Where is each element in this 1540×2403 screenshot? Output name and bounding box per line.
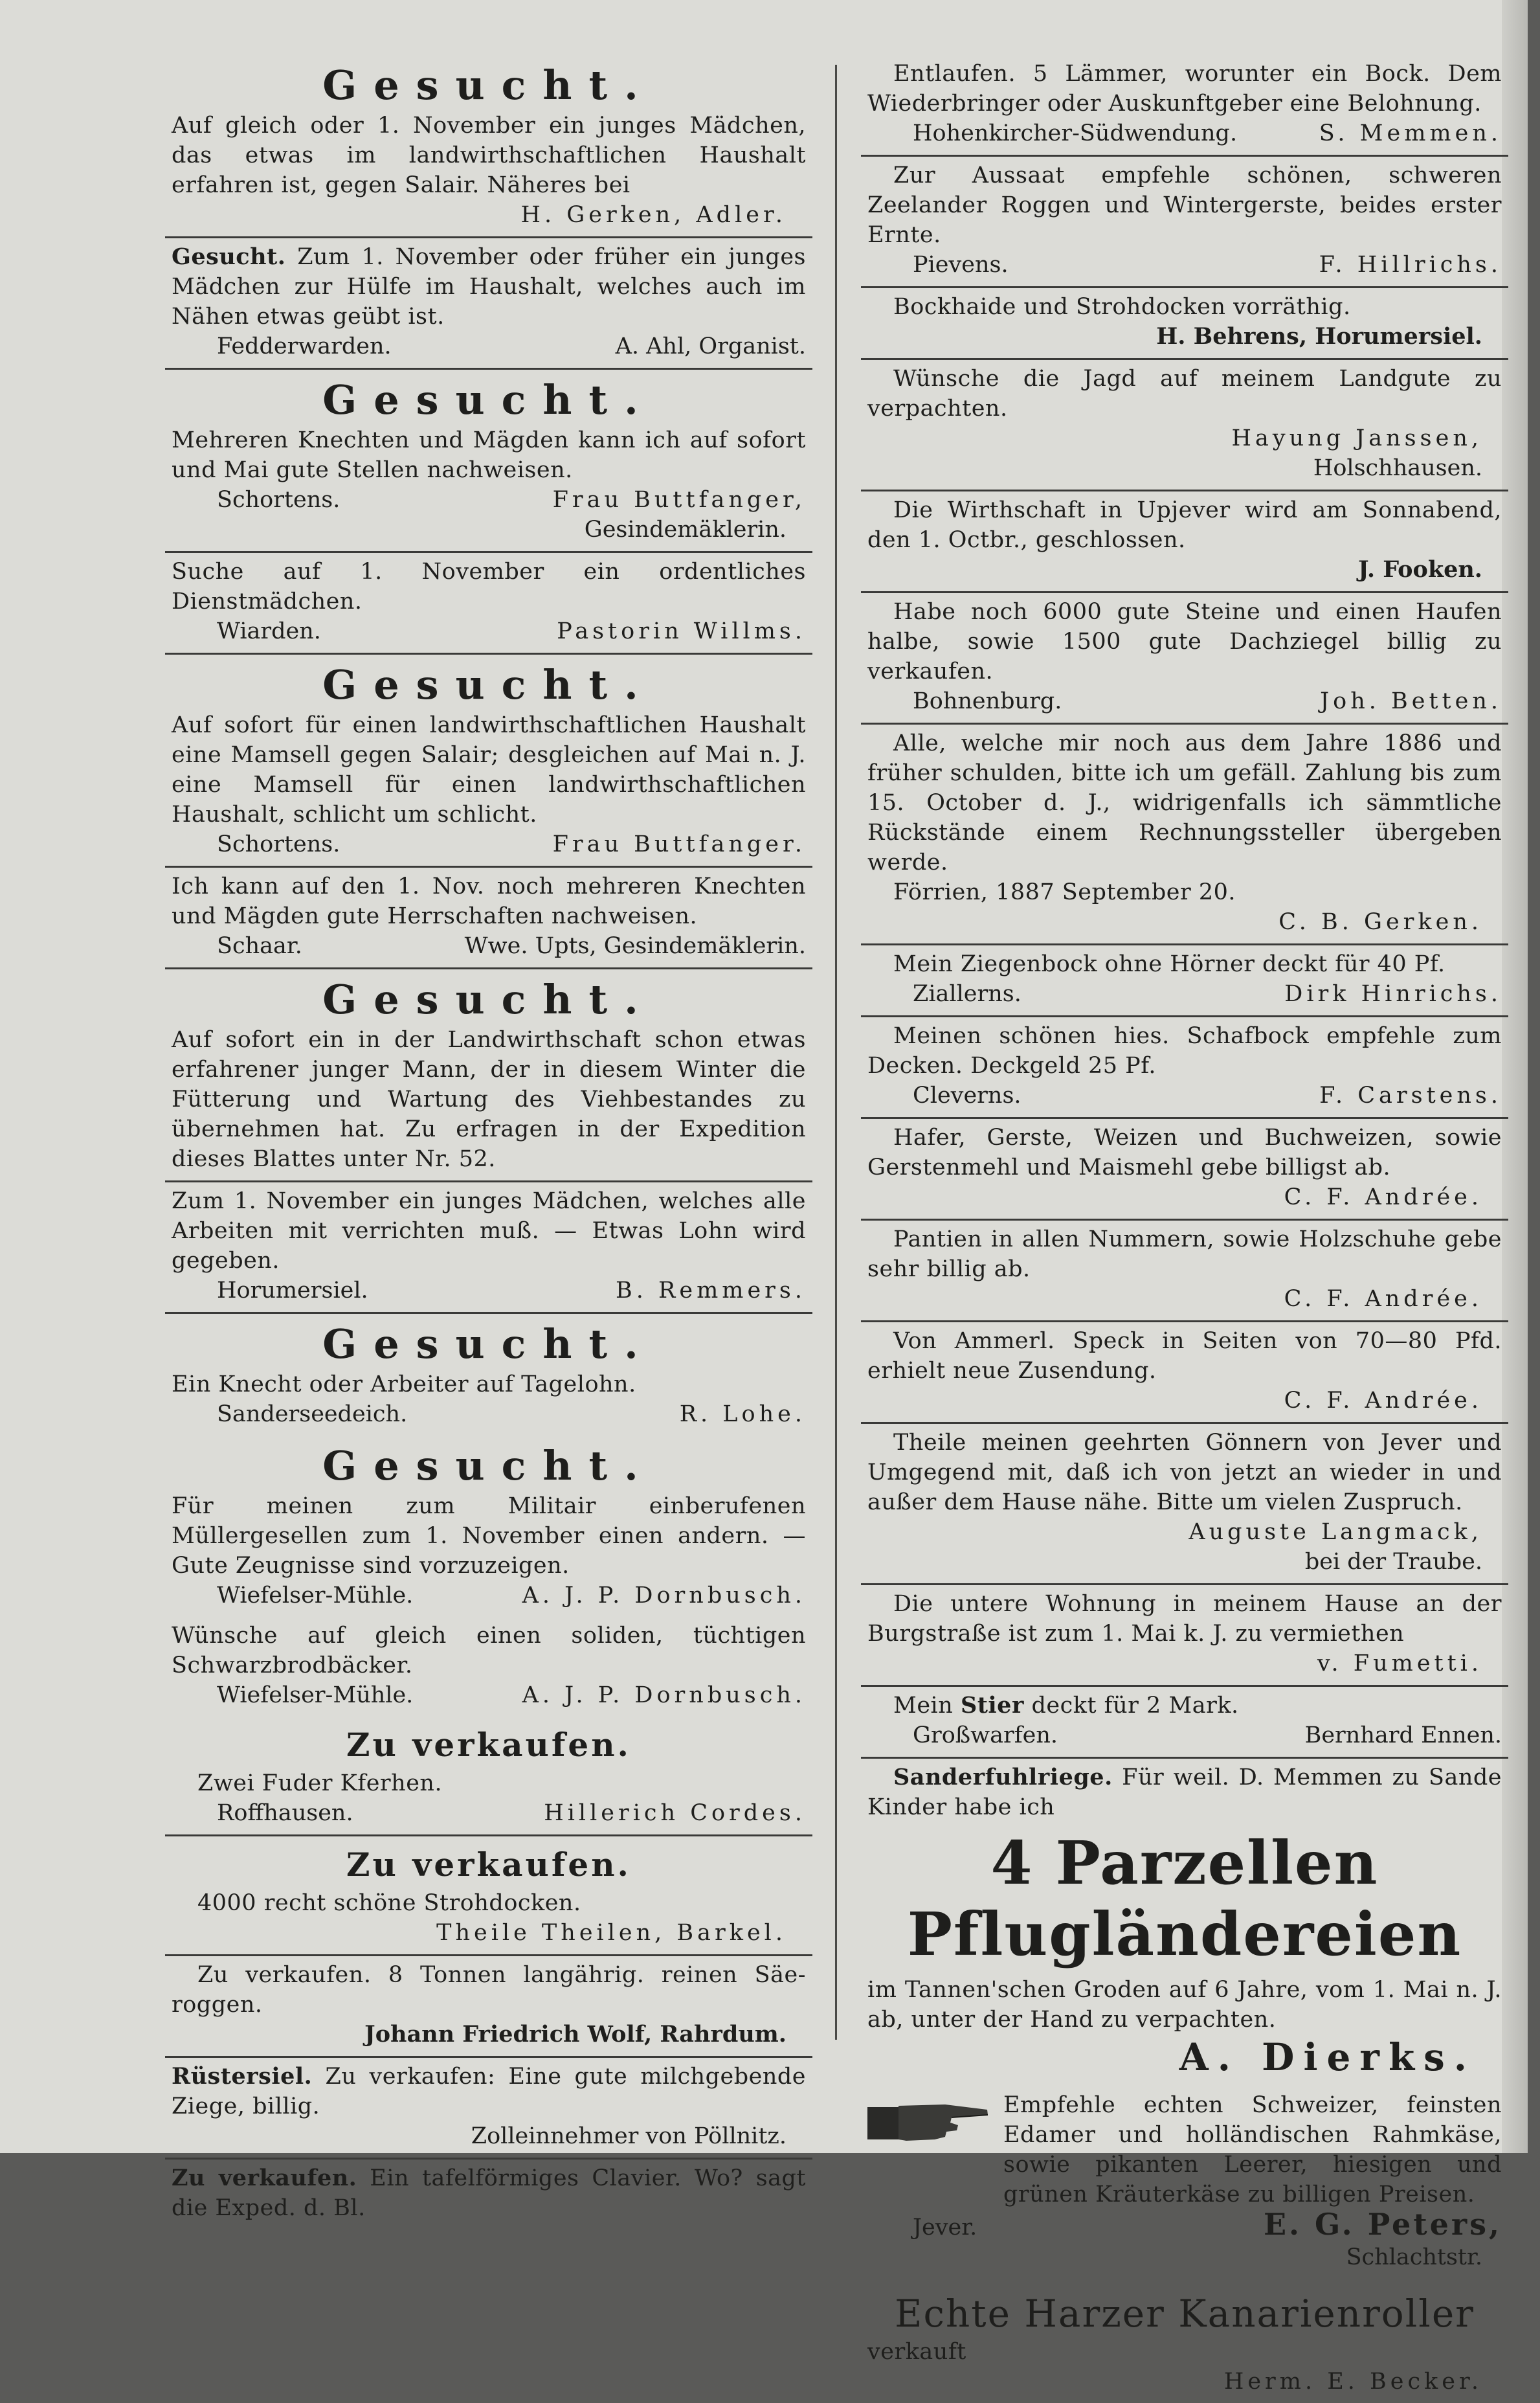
ad-signature-line2: Gesindemäklerin. [584, 517, 787, 543]
ad-buttfanger-1 [165, 370, 812, 553]
ad-text: Zur Aussaat empfehle schönen, schweren Zeelander Roggen und Wintergerste, beides erster Ernte. [867, 163, 1502, 248]
ad-text: Zu verkaufen: Eine gute milchgebende Ziege, billig. [172, 2064, 806, 2119]
pointing-hand-icon [867, 2093, 990, 2151]
ad-heading: Zu verkaufen. [346, 1845, 631, 1884]
ad-text: Theile meinen geehrten Gönnern von Jever und Umgegend mit, daß ich von jetzt an wieder in und außer dem Hause nähe. Bitte um vielen Zuspruch. [867, 1430, 1502, 1515]
ad-text-bold: Stier [960, 1692, 1024, 1719]
ad-location: Horumersiel. [217, 1278, 368, 1303]
ad-langmack [861, 1424, 1508, 1585]
ad-andree-2 [861, 1221, 1508, 1322]
ad-signature: B. Remmers. [616, 1278, 806, 1303]
ad-signature: Theile Theilen, Barkel. [436, 1920, 787, 1946]
ad-text: Auf sofort ein in der Landwirthschaft schon etwas erfahrener junger Mann, der in diesem Winter die Fütterung und Wartung des Viehbestandes zu übernehmen hat. Zu erfragen in der Expedition dieses Blattes unter Nr. 52. [172, 1027, 806, 1172]
ad-signature: E. G. Peters, [1263, 2207, 1502, 2242]
ad-text: Zu verkaufen. 8 Tonnen langährig. reinen Säe-roggen. [172, 1962, 806, 2018]
ad-ahl [165, 238, 812, 370]
ad-heading: Gesucht. [322, 1320, 655, 1368]
ad-gerken [165, 55, 812, 238]
ad-text: Zum 1. November ein junges Mädchen, welches alle Arbeiten mit verrichten muß. — Etwas Lohn wird gegeben. [172, 1188, 806, 1274]
ad-signature: A. Dierks. [1179, 2035, 1476, 2079]
ad-text: Für weil. D. Memmen zu Sande Kinder habe ich [867, 1765, 1502, 1820]
ad-memmen [861, 55, 1508, 157]
ad-location: Ziallerns. [913, 981, 1021, 1007]
ad-text: deckt für 2 Mark. [1031, 1693, 1239, 1719]
ad-hillrichs [861, 157, 1508, 288]
ad-signature: Frau Buttfanger. [552, 831, 806, 857]
ad-signature: Wwe. Upts, Gesindemäklerin. [464, 933, 806, 959]
ad-text: Mein Ziegenbock ohne Hörner deckt für 40 Pf. [893, 951, 1445, 977]
ad-cordes [165, 1717, 812, 1836]
ad-headline: 4 Parzellen Pflugländereien [907, 1828, 1462, 1969]
ad-fooken [861, 491, 1508, 593]
ad-text: Wünsche die Jagd auf meinem Landgute zu verpachten. [867, 366, 1502, 422]
ad-signature: Auguste Langmack, [1188, 1519, 1482, 1545]
ad-text: Bockhaide und Strohdocken vorräthig. [893, 294, 1351, 320]
ad-signature: Pastorin Willms. [557, 618, 806, 644]
left-column [165, 55, 812, 2229]
ad-becker [861, 2279, 1508, 2403]
ad-carstens [861, 1017, 1508, 1119]
ad-signature-line2: Schlachtstr. [1346, 2244, 1482, 2270]
ad-signature: Hayung Janssen, [1231, 425, 1482, 451]
ad-signature: F. Carstens. [1319, 1083, 1502, 1109]
ad-text: Wünsche auf gleich einen soliden, tüchtigen Schwarzbrodbäcker. [172, 1623, 806, 1678]
ad-buttfanger-2 [165, 655, 812, 868]
ad-text: Entlaufen. 5 Lämmer, worunter ein Bock. Dem Wiederbringer oder Auskunftgeber eine Belohnung. [867, 61, 1502, 117]
ad-ennen [861, 1687, 1508, 1759]
ad-signature: J. Fooken. [1358, 556, 1482, 583]
ad-text: Zwei Fuder Kferhen. [197, 1770, 443, 1796]
ad-signature: Herm. E. Becker. [1223, 2369, 1482, 2395]
ad-text: Empfehle echten Schweizer, feinsten Edamer und holländischen Rahmkäse, sowie pikanten Leerer, hiesigen und grünen Kräuterkäse zu billigen Preisen. [1003, 2092, 1502, 2207]
ad-heading: Gesucht. [322, 376, 655, 423]
ad-text: Habe noch 6000 gute Steine und einen Haufen halbe, sowie 1500 gute Dachziegel billig zu verkaufen. [867, 599, 1502, 684]
ad-text: Ein Knecht oder Arbeiter auf Tagelohn. [172, 1371, 636, 1397]
ad-signature: A. Ahl, Organist. [615, 333, 806, 359]
ad-text: Die untere Wohnung in meinem Hause an der Burgstraße ist zum 1. Mai k. J. zu vermiethen [867, 1591, 1502, 1647]
ad-heading: Gesucht. [322, 62, 655, 109]
ad-text: Mehreren Knechten und Mägden kann ich auf sofort und Mai gute Stellen nachweisen. [172, 427, 806, 483]
ad-location: Sanderseedeich. [217, 1401, 408, 1427]
ad-signature: Joh. Betten. [1320, 688, 1502, 714]
ad-location: Wiarden. [217, 618, 321, 644]
ad-text: Meinen schönen hies. Schafbock empfehle zum Decken. Deckgeld 25 Pf. [867, 1023, 1502, 1079]
ad-janssen [861, 360, 1508, 491]
ad-location: Schaar. [217, 933, 302, 959]
ad-signature: R. Lohe. [679, 1401, 806, 1427]
ad-signature-line2: bei der Traube. [1304, 1549, 1482, 1575]
ad-upts [165, 868, 812, 969]
ad-date: Förrien, 1887 September 20. [893, 879, 1236, 905]
ad-signature-line2: Holschhausen. [1313, 455, 1482, 481]
ad-signature: Dirk Hinrichs. [1284, 981, 1502, 1007]
ad-signature: C. F. Andrée. [1284, 1286, 1482, 1312]
ad-lohe [165, 1314, 812, 1436]
ad-signature: F. Hillrichs. [1319, 252, 1502, 278]
ad-signature: Zolleinnehmer von Pöllnitz. [471, 2123, 787, 2149]
ad-heading: Zu verkaufen. [346, 1726, 631, 1764]
ad-signature: v. Fumetti. [1317, 1651, 1482, 1676]
ad-text: verkauft [867, 2339, 966, 2365]
ad-willms [165, 553, 812, 655]
ad-signature: Johann Friedrich Wolf, Rahrdum. [364, 2021, 787, 2048]
ad-location: Großwarfen. [913, 1722, 1058, 1748]
ad-dornbusch-2 [165, 1617, 812, 1717]
ad-text: Auf gleich oder 1. November ein junges Mädchen, das etwas im landwirthschaftlichen Haushalt erfahren ist, gegen Salair. Näheres bei [172, 113, 806, 198]
ad-text: Hafer, Gerste, Weizen und Buchweizen, sowie Gerstenmehl und Maismehl gebe billigst ab. [867, 1125, 1502, 1180]
ad-location: Jever. [913, 2215, 977, 2240]
ad-text: Für meinen zum Militair einberufenen Müllergesellen zum 1. November einen andern. — Gute Zeugnisse sind vorzuzeigen. [172, 1493, 806, 1579]
ad-young-man [165, 969, 812, 1182]
ad-location: Schortens. [217, 487, 340, 513]
ad-text: Alle, welche mir noch aus dem Jahre 1886 und früher schulden, bitte ich um gefäll. Zahlung bis zum 15. October d. J., widrigenfalls ich sämmtliche Rückstände einem Rechnungssteller übergeben werde. [867, 730, 1502, 875]
ad-location: Cleverns. [913, 1083, 1021, 1109]
ad-text: 4000 recht schöne Strohdocken. [197, 1890, 581, 1916]
ad-betten [861, 593, 1508, 725]
ad-andree-3 [861, 1322, 1508, 1424]
ad-signature: H. Gerken, Adler. [520, 202, 787, 228]
ad-location: Wiefelser-Mühle. [217, 1583, 414, 1608]
ad-lead: Zu verkaufen. [172, 2165, 357, 2191]
ad-dornbusch-1 [165, 1436, 812, 1617]
ad-peters [861, 2086, 1508, 2279]
ad-signature: Bernhard Ennen. [1304, 1722, 1502, 1748]
ad-wolf [165, 1956, 812, 2058]
ad-poellnitz [165, 2058, 812, 2160]
ad-location: Hohenkircher-Südwendung. [913, 120, 1238, 146]
ad-signature: C. F. Andrée. [1284, 1388, 1482, 1414]
ad-signature: A. J. P. Dornbusch. [522, 1583, 806, 1608]
ad-text: Von Ammerl. Speck in Seiten von 70—80 Pfd. erhielt neue Zusendung. [867, 1328, 1502, 1384]
ad-behrens [861, 288, 1508, 360]
ad-text: Suche auf 1. November ein ordentliches Dienstmädchen. [172, 559, 806, 615]
ad-headline: Echte Harzer Kanarienroller [895, 2292, 1475, 2336]
ad-location: Fedderwarden. [217, 333, 392, 359]
ad-lead: Rüstersiel. [172, 2063, 313, 2090]
ad-signature: C. F. Andrée. [1284, 1184, 1482, 1210]
ad-text: Die Wirthschaft in Upjever wird am Sonnabend, den 1. Octbr., geschlossen. [867, 497, 1502, 553]
ad-signature: H. Behrens, Horumersiel. [1156, 323, 1482, 350]
ad-heading: Gesucht. [322, 976, 655, 1023]
ad-lead: Sanderfuhlriege. [893, 1764, 1113, 1790]
ad-fumetti [861, 1585, 1508, 1687]
ad-clavier [165, 2160, 812, 2229]
ad-text: Auf sofort für einen landwirthschaftlichen Haushalt eine Mamsell gegen Salair; desgleichen auf Mai n. J. eine Mamsell für einen landwirthschaftlichen Haushalt, schlicht um schlicht. [172, 712, 806, 828]
ad-signature: C. B. Gerken. [1278, 909, 1482, 935]
ad-text: Mein [893, 1693, 954, 1719]
ad-gerken-foerrien [861, 725, 1508, 945]
ad-andree-1 [861, 1119, 1508, 1221]
right-column [861, 55, 1508, 2403]
ad-location: Wiefelser-Mühle. [217, 1682, 414, 1708]
ad-location: Roffhausen. [217, 1800, 353, 1826]
ad-location: Schortens. [217, 831, 340, 857]
ad-lead: Gesucht. [172, 243, 286, 270]
ad-theilen [165, 1836, 812, 1956]
ad-text: Ich kann auf den 1. Nov. noch mehreren Knechten und Mägden gute Herrschaften nachweisen. [172, 874, 806, 929]
ad-text: Zum 1. November oder früher ein junges Mädchen zur Hülfe im Haushalt, welches auch im Nähen etwas geübt ist. [172, 244, 806, 330]
ad-heading: Gesucht. [322, 661, 655, 708]
ad-signature: S. Memmen. [1319, 120, 1502, 146]
ad-location: Bohnenburg. [913, 688, 1062, 714]
ad-signature: Frau Buttfanger, [552, 487, 806, 513]
ad-signature: A. J. P. Dornbusch. [522, 1682, 806, 1708]
ad-heading: Gesucht. [322, 1442, 655, 1489]
ad-text: Ein tafelförmiges Clavier. Wo? sagt die Exped. d. Bl. [172, 2165, 806, 2221]
column-divider [835, 65, 837, 2040]
ad-signature: Hillerich Cordes. [544, 1800, 806, 1826]
ad-text: Pantien in allen Nummern, sowie Holzschuhe gebe sehr billig ab. [867, 1226, 1502, 1282]
ad-location: Pievens. [913, 252, 1009, 278]
ad-remmers [165, 1182, 812, 1314]
ad-text: im Tannen'schen Groden auf 6 Jahre, vom 1. Mai n. J. ab, unter der Hand zu verpachten. [867, 1977, 1502, 2033]
ad-hinrichs [861, 945, 1508, 1017]
ad-parzellen [861, 1759, 1508, 2086]
